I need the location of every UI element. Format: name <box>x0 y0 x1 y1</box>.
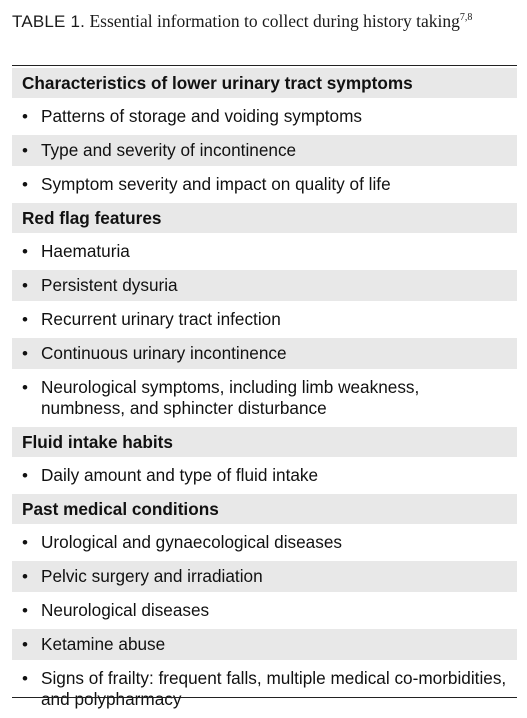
section-heading-text: Past medical conditions <box>22 499 219 519</box>
list-item-text: Ketamine abuse <box>41 634 166 654</box>
list-item-text: Symptom severity and impact on quality of life <box>41 174 391 194</box>
bullet-icon: • <box>22 310 28 329</box>
bullet-icon: • <box>22 344 28 363</box>
section-heading <box>12 68 517 98</box>
bullet-icon: • <box>22 635 28 654</box>
table-title <box>12 10 512 33</box>
list-item-text: Urological and gynaecological diseases <box>41 532 342 552</box>
section-heading-text: Fluid intake habits <box>22 432 173 452</box>
bullet-icon: • <box>22 601 28 620</box>
list-item <box>12 595 517 626</box>
list-item-text: Patterns of storage and voiding symptoms <box>41 106 362 126</box>
bullet-icon: • <box>22 378 28 397</box>
list-item-text: Daily amount and type of fluid intake <box>41 465 319 485</box>
list-item-text: Haematuria <box>41 241 130 261</box>
list-item <box>12 372 517 424</box>
bullet-icon: • <box>22 141 28 160</box>
list-item <box>12 135 517 166</box>
list-item <box>12 527 517 558</box>
bullet-icon: • <box>22 242 28 261</box>
table-bottom-rule <box>12 697 517 698</box>
bullet-icon: • <box>22 669 28 688</box>
list-item-text: Continuous urinary incontinence <box>41 343 287 363</box>
list-item-text: Pelvic surgery and irradiation <box>41 566 263 586</box>
bullet-icon: • <box>22 107 28 126</box>
list-item <box>12 236 517 267</box>
list-item <box>12 561 517 592</box>
list-item <box>12 629 517 660</box>
list-item <box>12 270 517 301</box>
bullet-icon: • <box>22 466 28 485</box>
list-item <box>12 663 517 715</box>
bullet-icon: • <box>22 567 28 586</box>
list-item <box>12 169 517 200</box>
bullet-icon: • <box>22 175 28 194</box>
section-heading-text: Red flag features <box>22 208 162 228</box>
list-item <box>12 460 517 491</box>
table-caption: Essential information to collect during history taking <box>89 11 460 31</box>
list-item-text: Neurological symptoms, including limb weakness, numbness, and sphincter disturbance <box>41 377 420 418</box>
list-item-text: Neurological diseases <box>41 600 210 620</box>
list-item <box>12 304 517 335</box>
section-heading <box>12 427 517 457</box>
list-item <box>12 338 517 369</box>
table-top-rule <box>12 65 517 66</box>
table-label: TABLE 1. <box>12 12 86 31</box>
reference-superscript: 7,8 <box>459 12 473 24</box>
bullet-icon: • <box>22 533 28 552</box>
section-heading-text: Characteristics of lower urinary tract symptoms <box>22 73 413 93</box>
list-item-text: Signs of frailty: frequent falls, multiple medical co-morbidities, and polypharmacy <box>41 668 507 709</box>
section-heading <box>12 494 517 524</box>
list-item-text: Recurrent urinary tract infection <box>41 309 281 329</box>
list-item-text: Type and severity of incontinence <box>41 140 297 160</box>
section-heading <box>12 203 517 233</box>
list-item <box>12 101 517 132</box>
table-body <box>12 68 517 718</box>
list-item-text: Persistent dysuria <box>41 275 178 295</box>
bullet-icon: • <box>22 276 28 295</box>
